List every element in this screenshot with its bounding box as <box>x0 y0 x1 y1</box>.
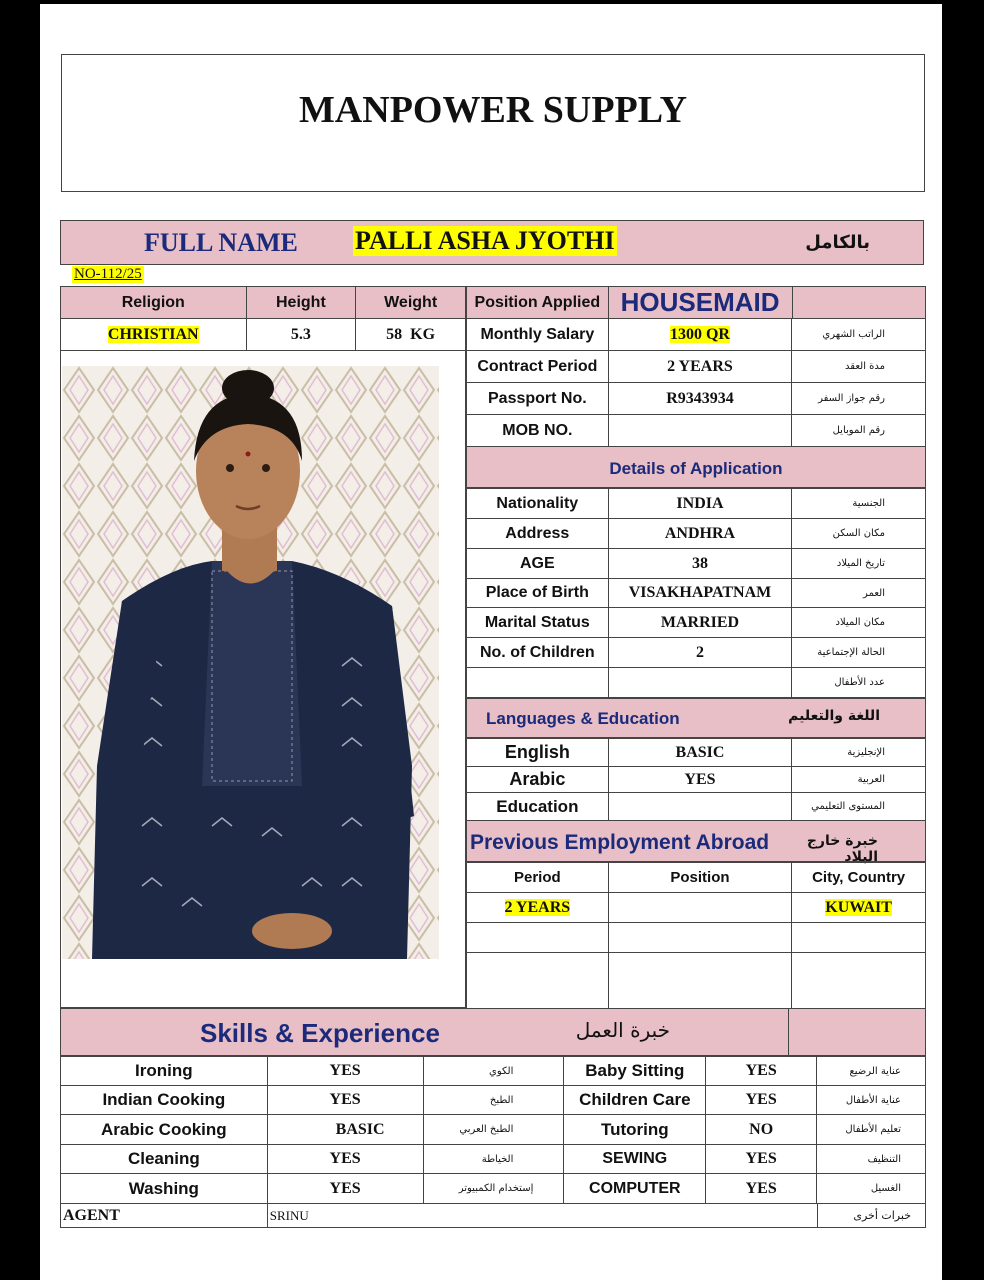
skill-indian-cooking-value: YES <box>267 1086 423 1115</box>
age-arabic: تاريخ الميلاد <box>792 549 926 579</box>
employment-empty-cell <box>792 923 926 953</box>
skill-ironing-value: YES <box>267 1057 423 1086</box>
skill-computer-arabic: الغسيل <box>817 1174 926 1204</box>
age-value: 38 <box>608 549 792 579</box>
employment-empty-cell <box>608 953 792 1010</box>
languages-arabic: اللغة والتعليم <box>788 708 880 724</box>
job-table <box>466 318 926 447</box>
education-label: Education <box>467 793 609 821</box>
position-label: Position Applied <box>467 287 609 319</box>
details-title: Details of Application <box>466 446 926 488</box>
skill-sewing-label: SEWING <box>564 1145 706 1174</box>
skill-ironing-arabic: الكوي <box>423 1057 564 1086</box>
address-arabic: مكان السكن <box>792 519 926 549</box>
employment-empty-cell <box>467 953 609 1010</box>
agent-value: SRINU <box>267 1204 817 1228</box>
employment-period: 2 YEARS <box>504 898 571 916</box>
mobile-label: MOB NO. <box>467 415 609 447</box>
passport-label: Passport No. <box>467 383 609 415</box>
marital-arabic: مكان الميلاد <box>792 608 926 638</box>
children-arabic: الحالة الإجتماعية <box>792 638 926 668</box>
birthplace-label: Place of Birth <box>467 579 609 608</box>
skill-washing-label: Washing <box>61 1174 268 1204</box>
languages-table <box>466 738 926 821</box>
skill-indian-cooking-label: Indian Cooking <box>61 1086 268 1115</box>
employment-title: Previous Employment Abroad <box>470 831 770 854</box>
skill-washing-arabic: إستخدام الكمبيوتر <box>423 1174 564 1204</box>
children-label: No. of Children <box>467 638 609 668</box>
passport-arabic: رقم جواز السفر <box>792 383 926 415</box>
english-arabic: الإنجليزية <box>792 739 926 767</box>
birthplace-arabic: العمر <box>792 579 926 608</box>
skill-washing-value: YES <box>267 1174 423 1204</box>
skill-babysitting-value: YES <box>706 1057 817 1086</box>
address-label: Address <box>467 519 609 549</box>
employment-empty-cell <box>792 953 926 1010</box>
children-count-arabic: عدد الأطفال <box>792 668 926 698</box>
skill-sewing-arabic: التنظيف <box>817 1145 926 1174</box>
skills-header-divider <box>788 1008 926 1056</box>
skill-tutoring-label: Tutoring <box>564 1115 706 1145</box>
period-header: Period <box>467 863 609 893</box>
skill-arabic-cooking-label: Arabic Cooking <box>61 1115 268 1145</box>
position-header: Position <box>608 863 792 893</box>
skill-cleaning-label: Cleaning <box>61 1145 268 1174</box>
marital-label: Marital Status <box>467 608 609 638</box>
employment-empty-cell <box>467 923 609 953</box>
nationality-value: INDIA <box>608 489 792 519</box>
english-value: BASIC <box>608 739 791 767</box>
other-experience-arabic: خبرات أخرى <box>818 1204 926 1228</box>
height-label: Height <box>246 287 356 319</box>
blank-value <box>608 668 792 698</box>
employment-arabic: خبرة خارج البلاد <box>806 833 878 865</box>
skill-babysitting-label: Baby Sitting <box>564 1057 706 1086</box>
city-country-header: City, Country <box>792 863 926 893</box>
height-value: 5.3 <box>246 319 356 351</box>
position-value: HOUSEMAID <box>608 287 792 319</box>
candidate-photo <box>62 366 439 959</box>
salary-value: 1300 QR <box>669 325 730 343</box>
nationality-label: Nationality <box>467 489 609 519</box>
languages-title: Languages & Education <box>486 709 680 728</box>
passport-value: R9343934 <box>608 383 792 415</box>
document-page <box>40 4 942 1280</box>
employment-country: KUWAIT <box>825 898 892 916</box>
skill-babysitting-arabic: عناية الرضيع <box>817 1057 926 1086</box>
contract-arabic: مدة العقد <box>792 351 926 383</box>
nationality-arabic: الجنسية <box>792 489 926 519</box>
weight-value: 58 KG <box>356 319 466 351</box>
skill-computer-label: COMPUTER <box>564 1174 706 1204</box>
skill-cleaning-arabic: الخياطة <box>423 1145 564 1174</box>
skill-tutoring-arabic: تعليم الأطفال <box>817 1115 926 1145</box>
full-name-arabic: بالكامل <box>805 232 870 253</box>
weight-label: Weight <box>356 287 466 319</box>
employment-empty-cell <box>608 923 792 953</box>
salary-arabic: الراتب الشهري <box>792 319 926 351</box>
full-name-value: PALLI ASHA JYOTHI <box>355 226 615 255</box>
page-title: MANPOWER SUPPLY <box>298 89 688 131</box>
skill-ironing-label: Ironing <box>61 1057 268 1086</box>
contract-label: Contract Period <box>467 351 609 383</box>
blank-label <box>467 668 609 698</box>
mobile-value <box>608 415 792 447</box>
skills-title: Skills & Experience <box>200 1018 440 1048</box>
skill-children-care-value: YES <box>706 1086 817 1115</box>
employment-position <box>608 893 792 923</box>
agent-table <box>60 1203 926 1228</box>
skill-children-care-label: Children Care <box>564 1086 706 1115</box>
contract-value: 2 YEARS <box>608 351 792 383</box>
full-name-label: FULL NAME <box>144 228 298 257</box>
arabic-value: YES <box>608 767 791 793</box>
skill-sewing-value: YES <box>706 1145 817 1174</box>
salary-label: Monthly Salary <box>467 319 609 351</box>
details-table <box>466 488 926 698</box>
education-arabic: المستوى التعليمي <box>792 793 926 821</box>
skills-arabic: خبرة العمل <box>575 1018 670 1042</box>
marital-value: MARRIED <box>608 608 792 638</box>
position-table <box>466 286 926 319</box>
address-value: ANDHRA <box>608 519 792 549</box>
religion-value: CHRISTIAN <box>107 325 199 343</box>
education-value <box>608 793 791 821</box>
skill-arabic-cooking-value: BASIC <box>267 1115 423 1145</box>
skill-tutoring-value: NO <box>706 1115 817 1145</box>
skills-table <box>60 1056 926 1204</box>
reference-number: NO-112/25 <box>74 266 142 282</box>
skill-children-care-arabic: عناية الأطفال <box>817 1086 926 1115</box>
children-value: 2 <box>608 638 792 668</box>
agent-label: AGENT <box>61 1204 268 1228</box>
basic-info-table <box>60 286 466 351</box>
skill-computer-value: YES <box>706 1174 817 1204</box>
mobile-arabic: رقم الموبايل <box>792 415 926 447</box>
english-label: English <box>467 739 609 767</box>
employment-table <box>466 862 926 1010</box>
skill-indian-cooking-arabic: الطبخ <box>423 1086 564 1115</box>
skill-arabic-cooking-arabic: الطبخ العربي <box>423 1115 564 1145</box>
age-label: AGE <box>467 549 609 579</box>
skill-cleaning-value: YES <box>267 1145 423 1174</box>
arabic-label: Arabic <box>467 767 609 793</box>
arabic-lang-arabic: العربية <box>792 767 926 793</box>
religion-label: Religion <box>61 287 247 319</box>
birthplace-value: VISAKHAPATNAM <box>608 579 792 608</box>
